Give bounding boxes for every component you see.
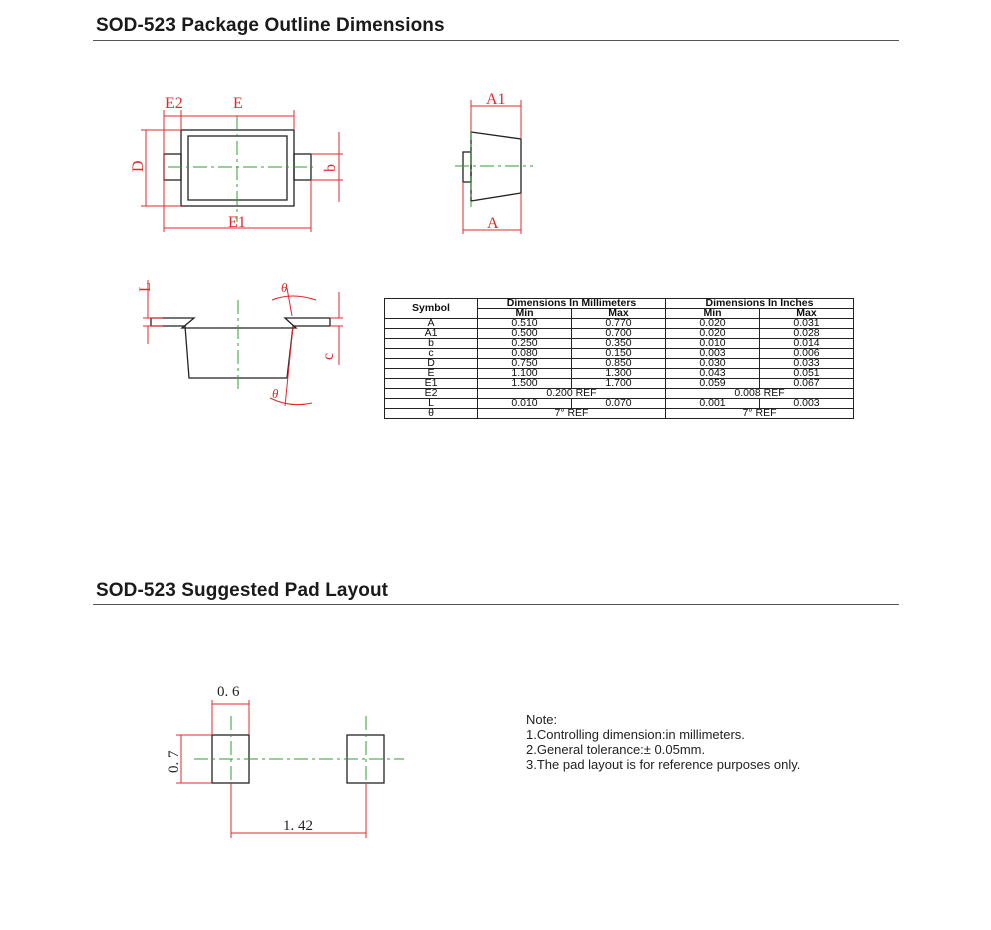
header-mm: Dimensions In Millimeters [478,299,666,309]
cell-in-min: 0.003 [666,349,760,359]
cell-symbol: L [385,399,478,409]
cell-mm-max: 1.700 [572,379,666,389]
cell-mm-min: 0.080 [478,349,572,359]
cell-mm-min: 0.010 [478,399,572,409]
cell-in-max: 0.051 [760,369,854,379]
cell-mm-min: 1.500 [478,379,572,389]
cell-in-max: 0.006 [760,349,854,359]
label-E: E [233,95,243,112]
pad-pitch-label: 1. 42 [283,818,313,834]
cell-in-min: 0.010 [666,339,760,349]
cell-mm-min: 0.500 [478,329,572,339]
label-A: A [487,215,499,232]
label-c: c [320,352,337,360]
cell-symbol: θ [385,409,478,419]
pad-height-label: 0. 7 [166,750,182,773]
cell-mm-max: 0.850 [572,359,666,369]
cell-mm-max: 1.300 [572,369,666,379]
cell-in-max: 0.028 [760,329,854,339]
cell-in-ref: 7° REF [666,409,854,419]
cell-in-max: 0.014 [760,339,854,349]
cell-in-min: 0.043 [666,369,760,379]
cell-symbol: E2 [385,389,478,399]
cell-symbol: E1 [385,379,478,389]
label-theta-bottom: θ [272,386,279,401]
cell-mm-ref: 7° REF [478,409,666,419]
header-in-min: Min [666,309,760,319]
cell-symbol: b [385,339,478,349]
label-b: b [322,164,339,172]
label-theta-top: θ [281,280,288,295]
cell-symbol: E [385,369,478,379]
cell-mm-ref: 0.200 REF [478,389,666,399]
note-line: 2.General tolerance:± 0.05mm. [526,742,706,757]
cell-mm-min: 1.100 [478,369,572,379]
section-title-pad-layout: SOD-523 Suggested Pad Layout [96,580,389,601]
cell-in-ref: 0.008 REF [666,389,854,399]
cell-mm-min: 0.750 [478,359,572,369]
cell-mm-max: 0.070 [572,399,666,409]
cell-in-min: 0.020 [666,329,760,339]
note-title: Note: [526,712,558,727]
cell-in-min: 0.020 [666,319,760,329]
label-L: L [137,282,154,292]
header-in-max: Max [760,309,854,319]
cell-symbol: c [385,349,478,359]
header-symbol: Symbol [385,299,478,319]
cell-mm-max: 0.350 [572,339,666,349]
cell-mm-max: 0.770 [572,319,666,329]
label-A1: A1 [486,91,506,108]
cell-symbol: A [385,319,478,329]
cell-in-max: 0.067 [760,379,854,389]
cell-in-min: 0.001 [666,399,760,409]
header-mm-max: Max [572,309,666,319]
cell-in-max: 0.003 [760,399,854,409]
note-line: 1.Controlling dimension:in millimeters. [526,727,745,742]
section-title-outline: SOD-523 Package Outline Dimensions [96,15,445,36]
pad-width-label: 0. 6 [217,684,240,700]
cell-mm-max: 0.150 [572,349,666,359]
cell-symbol: D [385,359,478,369]
cell-mm-min: 0.510 [478,319,572,329]
cell-mm-min: 0.250 [478,339,572,349]
cell-mm-max: 0.700 [572,329,666,339]
label-E2: E2 [165,95,183,112]
note-block [526,712,800,772]
cell-in-max: 0.033 [760,359,854,369]
label-E1: E1 [228,214,246,231]
cell-symbol: A1 [385,329,478,339]
cell-in-min: 0.059 [666,379,760,389]
header-inches: Dimensions In Inches [666,299,854,309]
header-mm-min: Min [478,309,572,319]
cell-in-min: 0.030 [666,359,760,369]
label-D: D [130,160,147,172]
cell-in-max: 0.031 [760,319,854,329]
note-line: 3.The pad layout is for reference purposes only. [526,757,801,772]
